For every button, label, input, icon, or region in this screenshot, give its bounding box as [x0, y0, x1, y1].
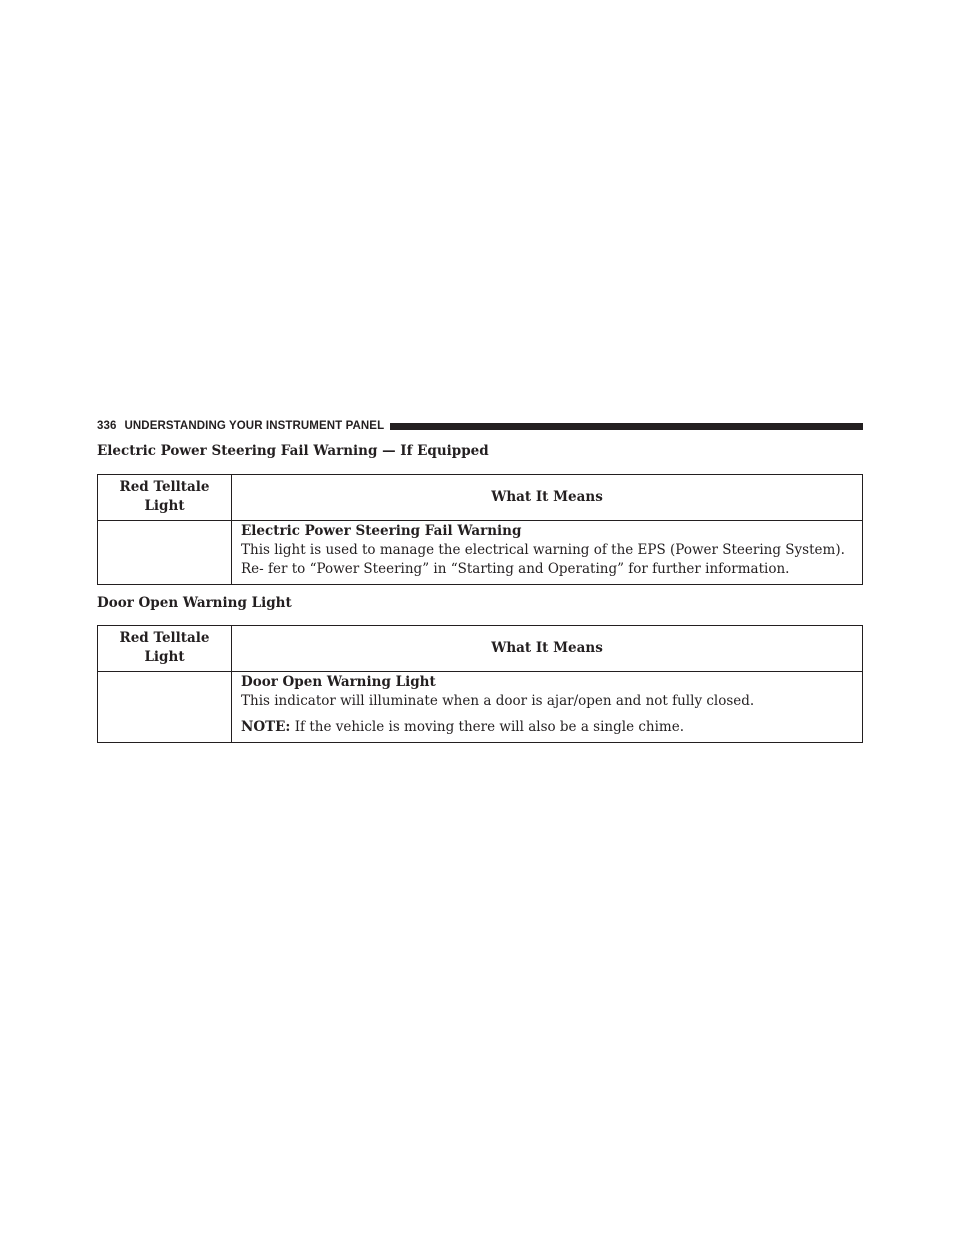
entry-title: Door Open Warning Light	[241, 674, 436, 690]
section-heading-eps: Electric Power Steering Fail Warning — If Equipped	[97, 443, 489, 459]
telltale-icon-cell	[98, 672, 232, 743]
entry-body: This light is used to manage the electrical warning of the EPS (Power Steering System). Re- fer to “Power Steering” in “Starting and Operating” for further information.	[241, 542, 845, 577]
column-header-red-telltale-light: Red Telltale Light	[98, 475, 232, 521]
header-rule	[390, 423, 863, 430]
table-row	[98, 521, 863, 585]
running-header	[97, 419, 863, 433]
telltale-table-door-open	[97, 625, 863, 743]
chapter-title: UNDERSTANDING YOUR INSTRUMENT PANEL	[124, 420, 385, 432]
telltale-table-eps	[97, 474, 863, 585]
note-label: NOTE:	[241, 719, 291, 735]
description-cell	[232, 521, 863, 585]
entry-title: Electric Power Steering Fail Warning	[241, 523, 522, 539]
entry-body: This indicator will illuminate when a door is ajar/open and not fully closed.	[241, 693, 755, 709]
table-header-row	[98, 475, 863, 521]
telltale-icon-cell	[98, 521, 232, 585]
column-header-what-it-means: What It Means	[232, 475, 863, 521]
column-header-what-it-means: What It Means	[232, 626, 863, 672]
column-header-red-telltale-light: Red Telltale Light	[98, 626, 232, 672]
table-header-row	[98, 626, 863, 672]
page-number: 336	[97, 420, 117, 432]
note	[241, 718, 854, 737]
table-row	[98, 672, 863, 743]
section-heading-door-open: Door Open Warning Light	[97, 595, 292, 611]
description-cell	[232, 672, 863, 743]
note-text: If the vehicle is moving there will also be a single chime.	[290, 719, 685, 735]
